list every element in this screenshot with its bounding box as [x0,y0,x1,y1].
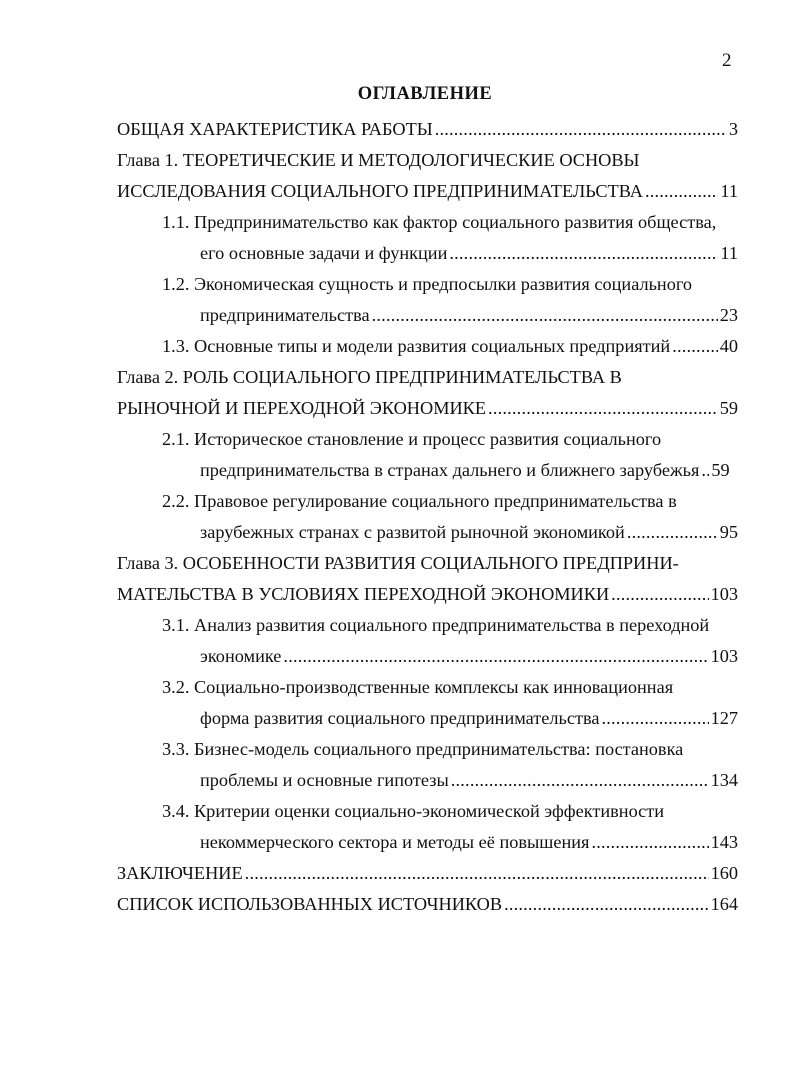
toc-page-number: 59 [719,398,738,418]
toc-section-2-2[interactable] [200,519,738,545]
toc-entry-text: форма развития социального предпринимательства [200,708,600,728]
dot-leader [451,767,709,793]
toc-section-3-3[interactable] [200,767,738,793]
toc-page-number: 3 [728,119,738,139]
dot-leader [591,829,708,855]
dot-leader [672,333,718,359]
toc-page-number: 143 [710,832,738,852]
toc-entry-text: 1.3. Основные типы и модели развития социальных предприятий [162,336,671,356]
dot-leader [504,891,709,917]
toc-page-number: 40 [719,336,738,356]
dot-leader [372,302,718,328]
toc-entry-text: зарубежных странах с развитой рыночной экономикой [200,522,625,542]
toc-page-number: 95 [719,522,738,542]
toc-chapter-2-line1[interactable]: Глава 2. РОЛЬ СОЦИАЛЬНОГО ПРЕДПРИНИМАТЕЛЬСТВА В [117,367,622,387]
dot-leader [435,116,727,142]
toc-page-number: 23 [719,305,738,325]
toc-entry-text: РЫНОЧНОЙ И ПЕРЕХОДНОЙ ЭКОНОМИКЕ [117,398,487,418]
dot-leader [449,240,718,266]
toc-section-3-3-line1[interactable]: 3.3. Бизнес-модель социального предпринимательства: постановка [162,739,684,759]
toc-section-3-4-line1[interactable]: 3.4. Критерии оценки социально-экономической эффективности [162,801,665,821]
toc-entry-general[interactable] [117,116,738,142]
dot-leader [645,178,718,204]
toc-section-2-2-line1[interactable]: 2.2. Правовое регулирование социального предпринимательства в [162,491,677,511]
toc-section-3-4[interactable] [200,829,738,855]
toc-section-1-2-line1[interactable]: 1.2. Экономическая сущность и предпосылки развития социального [162,274,693,294]
toc-page-number: 160 [710,863,738,883]
dot-leader [601,705,708,731]
toc-entry-text: ЗАКЛЮЧЕНИЕ [117,863,243,883]
toc-page-number: 11 [720,243,738,263]
toc-entry-sources[interactable] [117,891,738,917]
toc-chapter-1[interactable] [117,178,738,204]
toc-entry-text: ИССЛЕДОВАНИЯ СОЦИАЛЬНОГО ПРЕДПРИНИМАТЕЛЬСТВА [117,181,643,201]
toc-chapter-3[interactable] [117,581,738,607]
dot-leader [488,395,718,421]
dot-leader [611,581,708,607]
toc-section-1-1-line1[interactable]: 1.1. Предпринимательство как фактор социального развития общества, [162,212,717,232]
toc-chapter-3-line1[interactable]: Глава 3. ОСОБЕННОСТИ РАЗВИТИЯ СОЦИАЛЬНОГО ПРЕДПРИНИ- [117,553,679,573]
toc-entry-text: некоммерческого сектора и методы её повышения [200,832,590,852]
toc-entry-text: экономике [200,646,282,666]
page-title: ОГЛАВЛЕНИЕ [357,84,493,104]
toc-entry-text: МАТЕЛЬСТВА В УСЛОВИЯХ ПЕРЕХОДНОЙ ЭКОНОМИКИ [117,584,610,604]
toc-entry-text: СПИСОК ИСПОЛЬЗОВАННЫХ ИСТОЧНИКОВ [117,894,503,914]
toc-page-number: 164 [710,894,738,914]
toc-section-2-1-line1[interactable]: 2.1. Историческое становление и процесс развития социального [162,429,662,449]
toc-section-2-1[interactable] [200,457,738,483]
toc-entry-text: ОБЩАЯ ХАРАКТЕРИСТИКА РАБОТЫ [117,119,433,139]
toc-page-number: 103 [710,584,738,604]
dot-leader [627,519,718,545]
toc-page-number: 11 [720,181,738,201]
dot-leader [701,457,709,483]
toc-entry-text: проблемы и основные гипотезы [200,770,449,790]
toc-entry-conclusion[interactable] [117,860,738,886]
toc-section-3-2-line1[interactable]: 3.2. Социально-производственные комплексы как инновационная [162,677,674,697]
page-number: 2 [722,50,732,71]
toc-chapter-1-line1[interactable]: Глава 1. ТЕОРЕТИЧЕСКИЕ И МЕТОДОЛОГИЧЕСКИЕ ОСНОВЫ [117,150,640,170]
dot-leader [245,860,709,886]
toc-page-number: 103 [710,646,738,666]
toc-section-3-1[interactable] [200,643,738,669]
toc-chapter-2[interactable] [117,395,738,421]
toc-section-3-2[interactable] [200,705,738,731]
toc-section-1-3[interactable] [162,333,738,359]
toc-section-1-2[interactable] [200,302,738,328]
toc-page-number: 59 [711,460,730,480]
toc-page-number: 134 [710,770,738,790]
toc-section-1-1[interactable] [200,240,738,266]
toc-entry-text: его основные задачи и функции [200,243,448,263]
toc-entry-text: предпринимательства [200,305,370,325]
toc-entry-text: предпринимательства в странах дальнего и ближнего зарубежья [200,460,700,480]
toc-section-3-1-line1[interactable]: 3.1. Анализ развития социального предпринимательства в переходной [162,615,710,635]
toc-page-number: 127 [710,708,738,728]
dot-leader [283,643,708,669]
